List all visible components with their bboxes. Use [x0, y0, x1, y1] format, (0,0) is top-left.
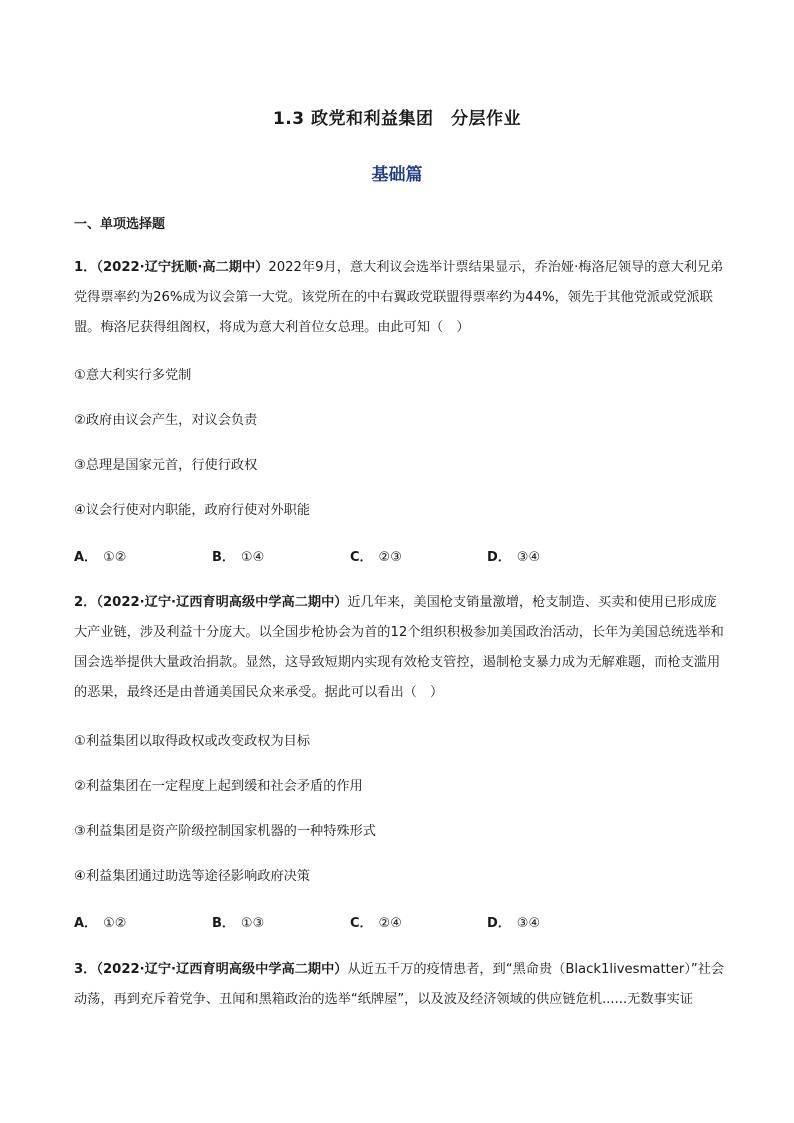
statement: ①意大利实行多党制 — [74, 368, 192, 383]
option-text: ②④ — [378, 916, 402, 931]
option-a[interactable] — [74, 912, 126, 931]
option-text: ②③ — [378, 550, 402, 565]
question-number: 3． — [74, 962, 97, 977]
question-number: 2． — [74, 595, 97, 610]
question-text: 2022年9月，意大利议会选举计票结果显示，乔治娅·梅洛尼领导的意大利兄弟党得票率约为26%成为议会第一大党。该党所在的中右翼政党联盟得票率约为44%，领先于其他党派或党派联盟。梅洛尼获得组阁权，将成为意大利首位女总理。由此可知（ ） — [74, 260, 724, 335]
option-key: C． — [350, 916, 373, 931]
option-key: C． — [350, 550, 373, 565]
question-number: 1． — [74, 260, 97, 275]
question-source: （2022·辽宁·辽西育明高级中学高二期中） — [96, 962, 348, 977]
option-d[interactable] — [487, 546, 540, 565]
answer-options — [74, 546, 634, 566]
option-text: ①③ — [240, 916, 265, 931]
option-key: D． — [487, 550, 511, 565]
option-text: ①④ — [240, 550, 265, 565]
option-c[interactable] — [350, 546, 402, 565]
question-text: 近几年来，美国枪支销量激增，枪支制造、买卖和使用已形成庞大产业链，涉及利益十分庞大。以全国步枪协会为首的12个组织积极参加美国政治活动，长年为美国总统选举和国会选举提供大量政治捐款。显然，这导致短期内实现有效枪支管控，遏制枪支暴力成为无解难题，而枪支滥用的恶果，最终还是由普通美国民众来承受。据此可以看出（ ） — [74, 595, 724, 700]
option-text: ③④ — [516, 550, 541, 565]
option-c[interactable] — [350, 912, 402, 931]
statement: ③总理是国家元首，行使行政权 — [74, 458, 258, 473]
statement: ③利益集团是资产阶级控制国家机器的一种特殊形式 — [74, 824, 376, 839]
option-key: B． — [212, 916, 235, 931]
question-3-body — [74, 955, 726, 1015]
option-key: A． — [74, 550, 98, 565]
question-source: （2022·辽宁抚顺·高二期中） — [96, 260, 269, 275]
option-text: ①② — [103, 916, 127, 931]
statement: ④利益集团通过助选等途径影响政府决策 — [74, 869, 311, 884]
option-text: ③④ — [516, 916, 541, 931]
statement: ②利益集团在一定程度上起到缓和社会矛盾的作用 — [74, 779, 363, 794]
option-key: A． — [74, 916, 98, 931]
option-a[interactable] — [74, 546, 126, 565]
question-source: （2022·辽宁·辽西育明高级中学高二期中） — [96, 595, 348, 610]
statement: ②政府由议会产生，对议会负责 — [74, 413, 258, 428]
page-title: 1.3 政党和利益集团 分层作业 — [272, 109, 522, 129]
option-b[interactable] — [212, 912, 264, 931]
option-b[interactable] — [212, 546, 264, 565]
option-d[interactable] — [487, 912, 540, 931]
question-text: 从近五千万的疫情患者，到“黑命贵（Black1livesmatter）”社会动荡，再到充斥着党争、丑闻和黑箱政治的选举“纸牌屋”，以及波及经济领域的供应链危机......无数事实证 — [74, 962, 725, 1007]
question-1-body — [74, 253, 726, 343]
question-2-body — [74, 588, 726, 708]
option-key: B． — [212, 550, 235, 565]
option-key: D． — [487, 916, 511, 931]
option-text: ①② — [103, 550, 127, 565]
statement: ④议会行使对内职能，政府行使对外职能 — [74, 503, 311, 518]
page-subtitle: 基础篇 — [371, 165, 423, 185]
answer-options — [74, 912, 634, 932]
statement: ①利益集团以取得政权或改变政权为目标 — [74, 734, 311, 749]
section-heading: 一、单项选择题 — [74, 217, 166, 232]
